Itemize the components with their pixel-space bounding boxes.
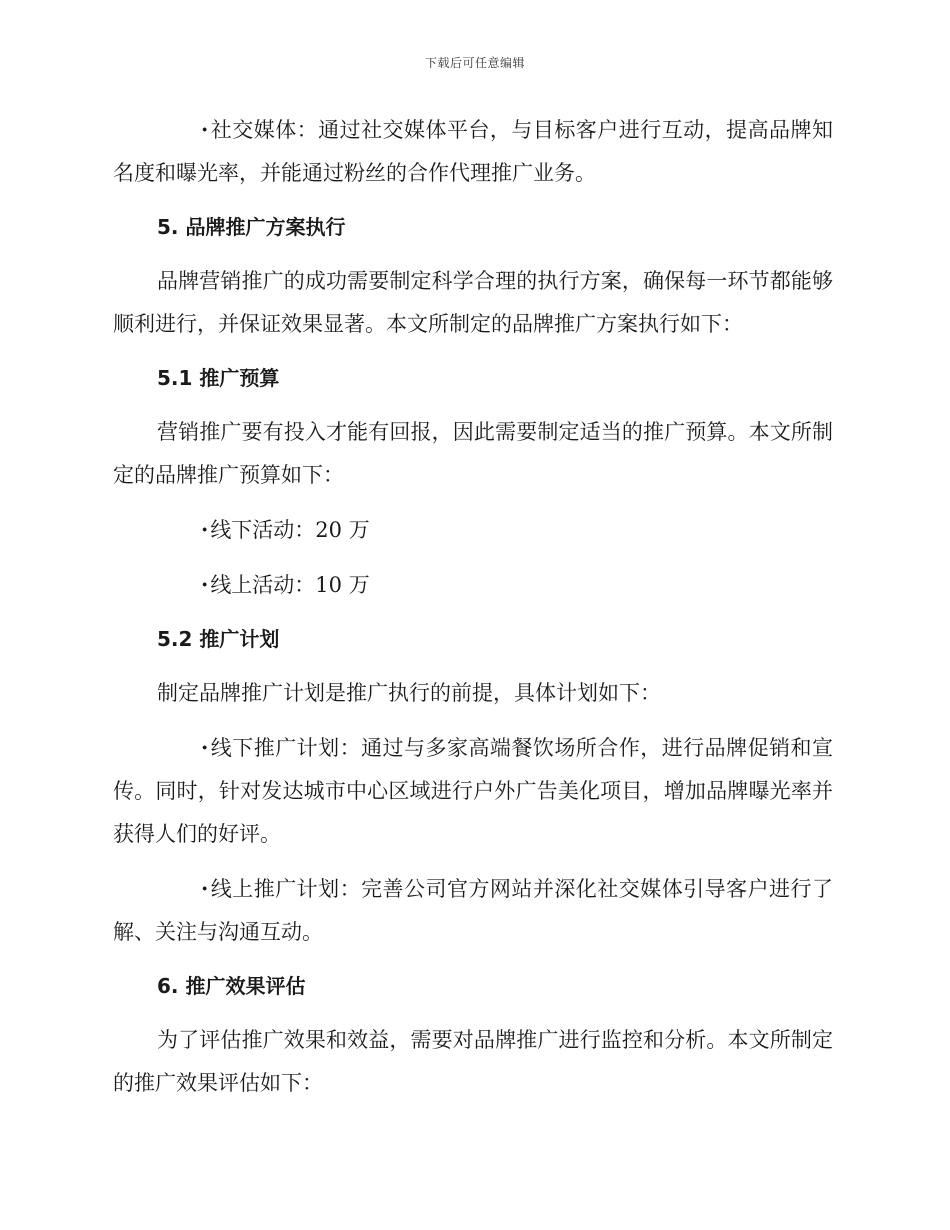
bullet-dot-icon: · <box>201 517 209 542</box>
bullet-text: 线下推广计划：通过与多家高端餐饮场所合作，进行品牌促销和宣传。同时，针对发达城市中心区域进行户外广告美化项目，增加品牌曝光率并获得人们的好评。 <box>113 736 833 846</box>
paragraph-evaluation: 为了评估推广效果和效益，需要对品牌推广进行监控和分析。本文所制定的推广效果评估如下： <box>113 1028 833 1095</box>
bullet-social-media <box>113 108 833 195</box>
paragraph-execution: 品牌营销推广的成功需要制定科学合理的执行方案，确保每一环节都能够顺利进行，并保证效果显著。本文所制定的品牌推广方案执行如下： <box>113 269 833 336</box>
bullet-text: 线上推广计划：完善公司官方网站并深化社交媒体引导客户进行了解、关注与沟通互动。 <box>113 877 833 944</box>
bullet-text: 社交媒体：通过社交媒体平台，与目标客户进行互动，提高品牌知名度和曝光率，并能通过粉丝的合作代理推广业务。 <box>113 118 833 185</box>
header-note: 下载后可任意编辑 <box>424 56 525 70</box>
bullet-dot-icon: · <box>201 876 209 901</box>
section-heading-5-1: 5.1 推广预算 <box>157 366 280 390</box>
bullet-text: 线上活动：10 万 <box>210 573 370 597</box>
bullet-offline-budget <box>113 508 833 552</box>
bullet-offline-plan <box>113 726 833 856</box>
bullet-text: 线下活动：20 万 <box>210 518 370 542</box>
bullet-online-budget <box>113 563 833 607</box>
bullet-dot-icon: · <box>201 117 209 142</box>
section-heading-5-2: 5.2 推广计划 <box>157 627 280 651</box>
section-heading-5: 5. 品牌推广方案执行 <box>157 215 346 239</box>
bullet-dot-icon: · <box>201 735 209 760</box>
bullet-online-plan <box>113 867 833 954</box>
document-body <box>113 108 833 1116</box>
bullet-dot-icon: · <box>201 572 209 597</box>
paragraph-budget: 营销推广要有投入才能有回报，因此需要制定适当的推广预算。本文所制定的品牌推广预算如下： <box>113 420 833 487</box>
section-heading-6: 6. 推广效果评估 <box>157 974 306 998</box>
paragraph-plan: 制定品牌推广计划是推广执行的前提，具体计划如下： <box>157 681 661 705</box>
